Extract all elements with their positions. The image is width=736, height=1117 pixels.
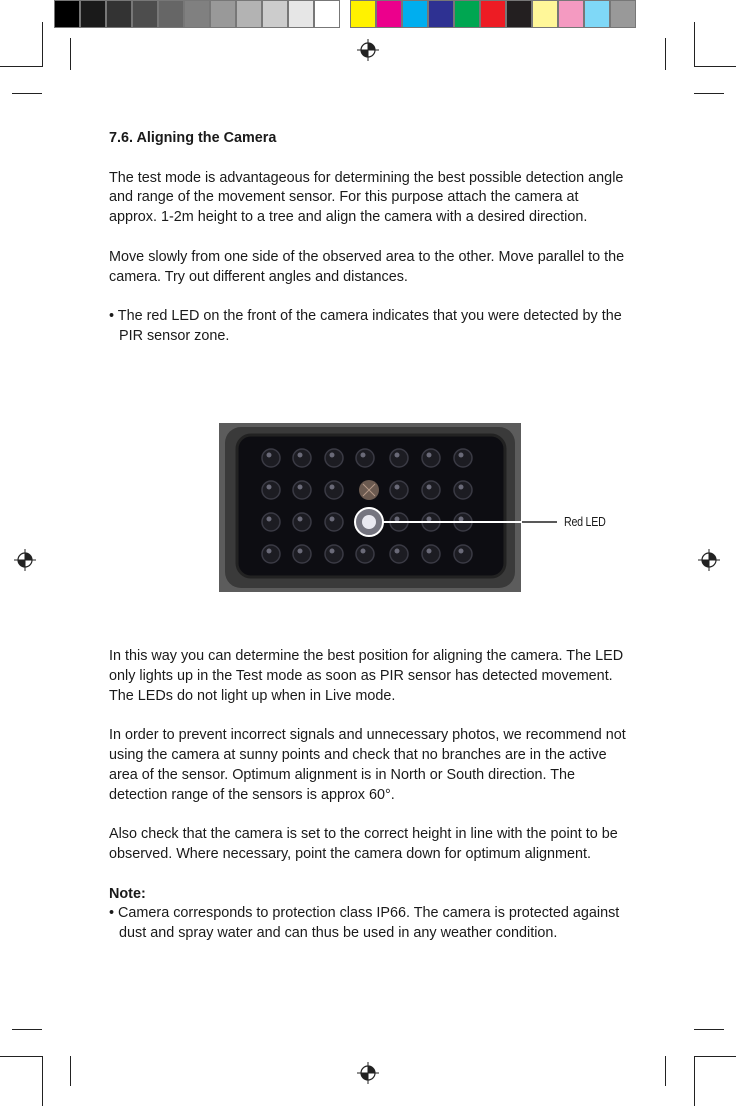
color-swatch: [558, 0, 584, 28]
ir-led-highlight: [361, 453, 366, 458]
ir-led: [356, 449, 374, 467]
color-swatch: [54, 0, 80, 28]
note-heading: Note:: [109, 885, 146, 902]
bullet-ip66: • Camera corresponds to protection class IP66. The camera is protected against dust and spray water and can thus be used in any weather condition.: [109, 905, 620, 942]
registration-mark-bottom: [357, 1062, 379, 1084]
color-swatch: [132, 0, 158, 28]
paragraph-correct-height: Also check that the camera is set to the correct height in line with the point to be observed. Where necessary, point the camera down for optimum alignment.: [109, 826, 618, 862]
registration-mark-left: [14, 549, 36, 571]
color-swatch: [610, 0, 636, 28]
color-swatch: [532, 0, 558, 28]
ir-led: [454, 481, 472, 499]
ir-led: [422, 449, 440, 467]
ir-led: [262, 481, 280, 499]
ir-led: [262, 513, 280, 531]
ir-led-highlight: [267, 453, 272, 458]
ir-led-highlight: [395, 485, 400, 490]
registration-mark-right: [698, 549, 720, 571]
ir-led: [262, 449, 280, 467]
color-swatch: [236, 0, 262, 28]
color-swatch: [340, 0, 350, 31]
section-title: 7.6. Aligning the Camera: [109, 130, 277, 146]
ir-led: [325, 545, 343, 563]
ir-led-highlight: [395, 549, 400, 554]
ir-led-highlight: [298, 549, 303, 554]
ir-led-highlight: [298, 517, 303, 522]
ir-led-highlight: [298, 453, 303, 458]
ir-led: [293, 449, 311, 467]
ir-led: [422, 545, 440, 563]
ir-led: [293, 545, 311, 563]
color-swatch: [454, 0, 480, 28]
color-swatch: [106, 0, 132, 28]
color-swatch: [584, 0, 610, 28]
color-swatch: [158, 0, 184, 28]
ir-led-highlight: [267, 485, 272, 490]
color-swatch: [288, 0, 314, 28]
ir-led-highlight: [330, 485, 335, 490]
color-swatch: [80, 0, 106, 28]
ir-led-highlight: [361, 549, 366, 554]
color-swatch: [262, 0, 288, 28]
ir-led-highlight: [459, 549, 464, 554]
ir-led-highlight: [267, 517, 272, 522]
paragraph-best-position: In this way you can determine the best position for aligning the camera. The LED only lights up in the Test mode as soon as PIR sensor has detected movement. The LEDs do not light up when in Live mode.: [109, 648, 624, 704]
ir-led: [262, 545, 280, 563]
paragraph-test-mode: The test mode is advantageous for determining the best possible detection angle and range of the movement sensor. For this purpose attach the camera at approx. 1-2m height to a tree and align the camera with a desired direction.: [109, 169, 624, 226]
color-swatch: [350, 0, 376, 28]
lower-text-block: [109, 647, 629, 944]
registration-mark-top: [357, 39, 379, 61]
ir-led: [390, 545, 408, 563]
color-swatch: [480, 0, 506, 28]
color-calibration-bar: [54, 0, 636, 31]
ir-led-highlight: [267, 549, 272, 554]
ir-led: [293, 481, 311, 499]
paragraph-prevent-signals: In order to prevent incorrect signals and unnecessary photos, we recommend not using the camera at sunny points and check that no branches are in the active area of the sensor. Optimum alignment is in North or South direction. The detection range of the sensors is approx 60°.: [109, 727, 626, 803]
ir-led: [454, 545, 472, 563]
ir-led: [293, 513, 311, 531]
ir-led-highlight: [330, 453, 335, 458]
ir-led-highlight: [330, 549, 335, 554]
color-swatch: [428, 0, 454, 28]
ir-led: [454, 449, 472, 467]
ir-led-highlight: [395, 453, 400, 458]
ir-led-highlight: [459, 453, 464, 458]
ir-led-highlight: [459, 485, 464, 490]
bullet-red-led: • The red LED on the front of the camera indicates that you were detected by the PIR sensor zone.: [109, 308, 622, 344]
color-swatch: [402, 0, 428, 28]
color-swatch: [314, 0, 340, 28]
ir-led: [390, 449, 408, 467]
color-swatch: [184, 0, 210, 28]
ir-led-highlight: [427, 549, 432, 554]
ir-led: [325, 481, 343, 499]
ir-led: [422, 481, 440, 499]
upper-text-block: [109, 129, 629, 347]
ir-led: [390, 481, 408, 499]
ir-led: [356, 545, 374, 563]
ir-led-highlight: [330, 517, 335, 522]
ir-led: [325, 513, 343, 531]
color-swatch: [376, 0, 402, 28]
color-swatch: [210, 0, 236, 28]
ir-led-highlight: [427, 453, 432, 458]
ir-led-highlight: [427, 485, 432, 490]
ir-led: [325, 449, 343, 467]
red-led-label: Red LED: [564, 514, 606, 529]
ir-led-highlight: [298, 485, 303, 490]
color-swatch: [506, 0, 532, 28]
paragraph-move-slowly: Move slowly from one side of the observed area to the other. Move parallel to the camera. Try out different angles and distances.: [109, 248, 625, 285]
red-led-callout: [350, 505, 560, 539]
